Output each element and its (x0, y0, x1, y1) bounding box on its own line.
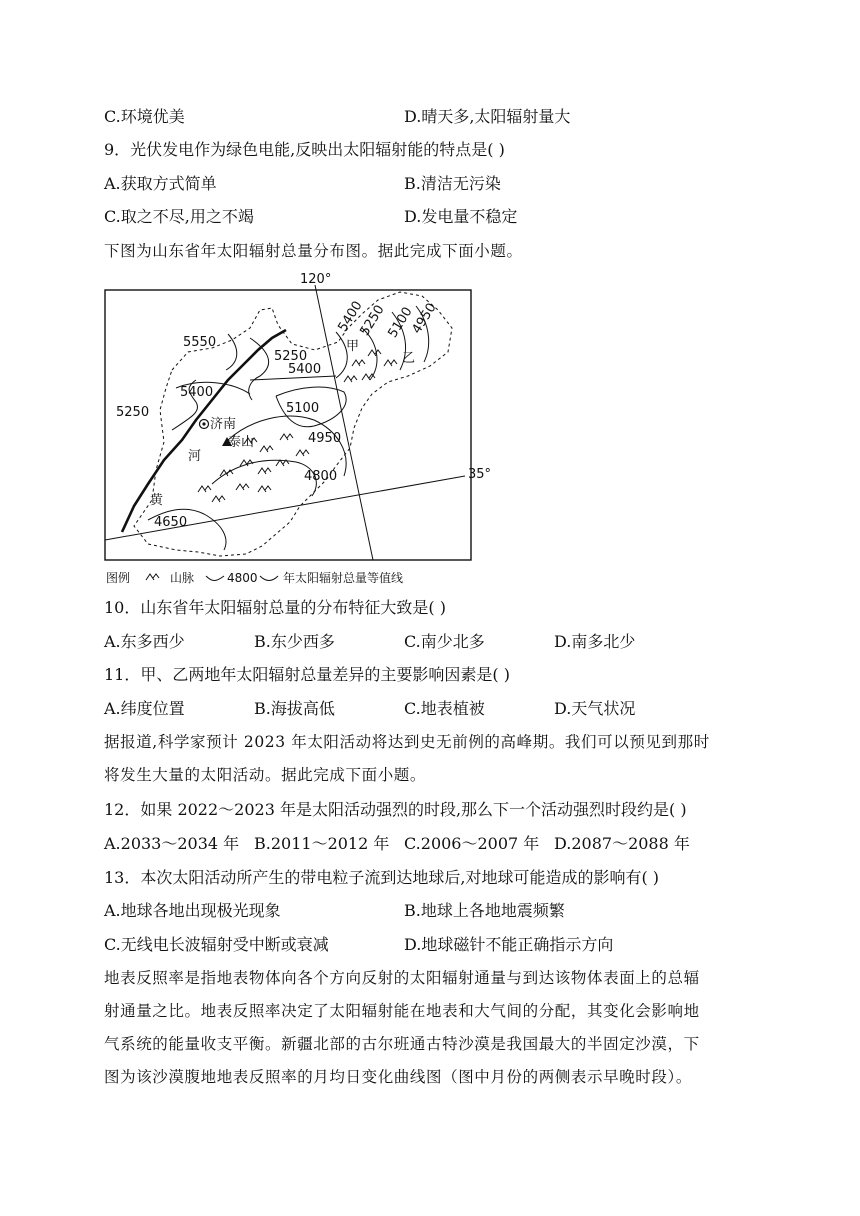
solar-intro-line: 将发生大量的太阳活动。据此完成下面小题。 (104, 766, 427, 784)
jinan-label: 济南 (210, 417, 237, 432)
isoline-label: 5400 (288, 362, 322, 377)
q8-option-c: C.环境优美 (104, 107, 185, 126)
q11-stem: 11．甲、乙两地年太阳辐射总量差异的主要影响因素是( ) (104, 665, 510, 684)
taishan-label: 泰山 (228, 435, 255, 450)
river-label-he: 河 (188, 449, 202, 464)
isoline-label: 5250 (274, 349, 308, 364)
q11-option-c: C.地表植被 (404, 699, 485, 718)
shandong-solar-radiation-map (100, 270, 500, 588)
legend-isoline-label: 年太阳辐射总量等值线 (283, 571, 404, 585)
q12-option-b: B.2011～2012 年 (254, 834, 390, 853)
longitude-label: 120° (300, 272, 332, 287)
q8-option-d: D.晴天多,太阳辐射量大 (404, 107, 571, 126)
albedo-intro-line: 射通量之比。地表反照率决定了太阳辐射能在地表和大气间的分配，其变化会影响地 (104, 1002, 700, 1020)
albedo-intro (104, 962, 754, 1094)
albedo-intro-line: 图为该沙漠腹地地表反照率的月均日变化曲线图（图中月份的两侧表示早晚时段）。 (104, 1068, 692, 1086)
solar-intro-line: 据报道,科学家预计 2023 年太阳活动将达到史无前例的高峰期。我们可以预见到那时 (104, 733, 710, 751)
q13-stem: 13．本次太阳活动所产生的带电粒子流到达地球后,对地球可能造成的影响有( ) (104, 868, 660, 887)
isoline-label: 5100 (286, 401, 320, 416)
place-jia: 甲 (346, 339, 360, 354)
q10-option-c: C.南少北多 (404, 632, 485, 651)
isoline (249, 338, 269, 400)
q10-stem: 10．山东省年太阳辐射总量的分布特征大致是( ) (104, 598, 446, 617)
q10-option-b: B.东少西多 (254, 632, 335, 651)
q9-option-b: B.清洁无污染 (404, 174, 501, 193)
place-yi: 乙 (402, 351, 416, 366)
isoline-label: 4950 (308, 431, 342, 446)
albedo-intro-line: 地表反照率是指地表物体向各个方向反射的太阳辐射通量与到达该物体表面上的总辐 (104, 969, 700, 987)
q9-stem: 9．光伏发电作为绿色电能,反映出太阳辐射能的特点是( ) (104, 140, 505, 159)
q12-option-a: A.2033～2034 年 (104, 834, 240, 853)
legend-mountain-symbol (146, 574, 159, 580)
river-label-huang: 黄 (150, 493, 164, 508)
q9-option-a: A.获取方式简单 (104, 174, 217, 193)
isoline-label: 5550 (183, 335, 217, 350)
albedo-intro-line: 气系统的能量收支平衡。新疆北部的古尔班通古特沙漠是我国最大的半固定沙漠，下 (104, 1035, 700, 1053)
isoline-label: 4950 (409, 300, 440, 337)
latitude-label: 35° (468, 467, 492, 482)
q11-option-b: B.海拔高低 (254, 699, 335, 718)
legend-mountain-label: 山脉 (170, 571, 195, 585)
isoline-label: 5400 (180, 385, 214, 400)
isoline-label: 5100 (385, 304, 416, 341)
isoline-label: 5250 (357, 302, 388, 339)
q13-option-c: C.无线电长波辐射受中断或衰减 (104, 935, 329, 954)
isoline (212, 460, 316, 496)
q12-stem: 12．如果 2022～2023 年是太阳活动强烈的时段,那么下一个活动强烈时段约是( ) (104, 800, 687, 819)
q13-option-b: B.地球上各地地震频繁 (404, 901, 565, 920)
isoline-label: 5250 (116, 405, 150, 420)
q9-option-c: C.取之不尽,用之不竭 (104, 207, 254, 226)
map-intro: 下图为山东省年太阳辐射总量分布图。据此完成下面小题。 (104, 242, 523, 260)
q11-option-d: D.天气状况 (554, 699, 636, 718)
yellow-river (122, 330, 286, 532)
q10-option-d: D.南多北少 (554, 632, 636, 651)
legend-title: 图例 (106, 571, 131, 585)
q11-option-a: A.纬度位置 (104, 699, 185, 718)
map-legend (106, 570, 403, 585)
latitude-line (105, 476, 465, 540)
isoline-label: 4650 (154, 515, 188, 530)
legend-isoline-value: 4800 (227, 571, 258, 585)
legend-isoline-symbol (206, 576, 224, 581)
q10-option-a: A.东多西少 (104, 632, 185, 651)
q13-option-d: D.地球磁针不能正确指示方向 (404, 935, 614, 954)
isoline (226, 334, 237, 370)
q12-option-c: C.2006～2007 年 (404, 834, 540, 853)
isoline-label: 5400 (335, 298, 366, 335)
q13-option-a: A.地球各地出现极光现象 (104, 901, 281, 920)
solar-intro (104, 726, 754, 792)
q9-option-d: D.发电量不稳定 (404, 207, 518, 226)
q12-option-d: D.2087～2088 年 (554, 834, 690, 853)
isoline-label: 4800 (304, 469, 338, 484)
